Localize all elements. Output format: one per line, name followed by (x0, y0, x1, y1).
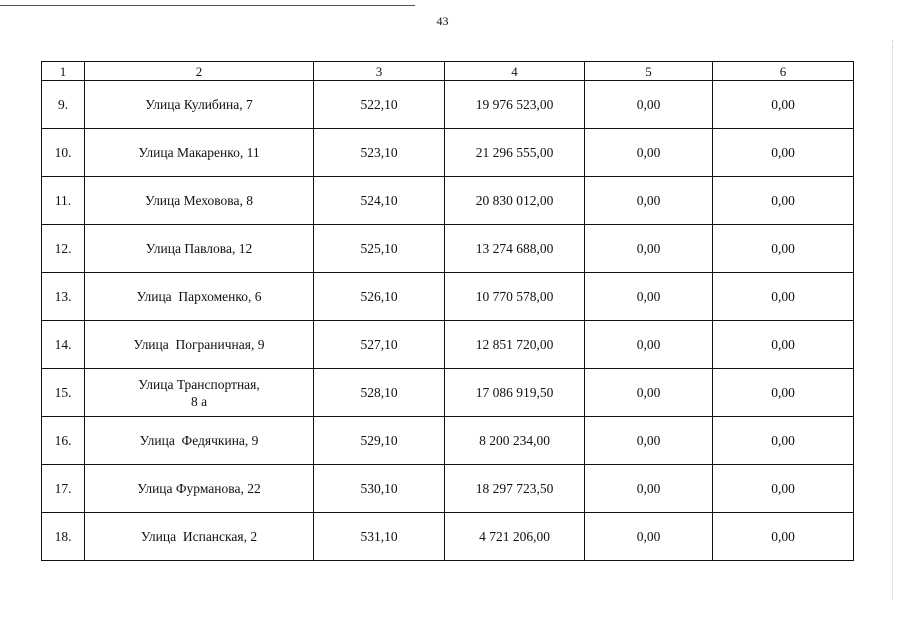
col6-cell: 0,00 (713, 81, 854, 129)
col6-cell: 0,00 (713, 321, 854, 369)
amount-cell: 18 297 723,50 (445, 465, 585, 513)
col6-cell: 0,00 (713, 513, 854, 561)
header-cell: 4 (445, 62, 585, 81)
col6-cell: 0,00 (713, 273, 854, 321)
code-cell: 522,10 (314, 81, 445, 129)
amount-cell: 12 851 720,00 (445, 321, 585, 369)
col5-cell: 0,00 (585, 225, 713, 273)
col5-cell: 0,00 (585, 513, 713, 561)
col6-cell: 0,00 (713, 129, 854, 177)
row-number: 18. (42, 513, 85, 561)
code-cell: 526,10 (314, 273, 445, 321)
col5-cell: 0,00 (585, 465, 713, 513)
amount-cell: 10 770 578,00 (445, 273, 585, 321)
table-header-row (42, 62, 854, 81)
amount-cell: 4 721 206,00 (445, 513, 585, 561)
table-row (42, 513, 854, 561)
address-cell: Улица Кулибина, 7 (85, 81, 314, 129)
address-cell (85, 369, 314, 417)
col5-cell: 0,00 (585, 321, 713, 369)
address-line-1: Улица Транспортная, (138, 376, 260, 392)
row-number: 12. (42, 225, 85, 273)
row-number: 11. (42, 177, 85, 225)
address-cell: Улица Павлова, 12 (85, 225, 314, 273)
amount-cell: 21 296 555,00 (445, 129, 585, 177)
amount-cell: 19 976 523,00 (445, 81, 585, 129)
address-cell: Улица Пархоменко, 6 (85, 273, 314, 321)
table-row (42, 225, 854, 273)
col5-cell: 0,00 (585, 417, 713, 465)
row-number: 13. (42, 273, 85, 321)
col5-cell: 0,00 (585, 273, 713, 321)
header-cell: 3 (314, 62, 445, 81)
header-cell: 1 (42, 62, 85, 81)
table-row (42, 129, 854, 177)
header-cell: 2 (85, 62, 314, 81)
code-cell: 527,10 (314, 321, 445, 369)
row-number: 9. (42, 81, 85, 129)
row-number: 14. (42, 321, 85, 369)
code-cell: 523,10 (314, 129, 445, 177)
col6-cell: 0,00 (713, 369, 854, 417)
amount-cell: 8 200 234,00 (445, 417, 585, 465)
code-cell: 528,10 (314, 369, 445, 417)
row-number: 10. (42, 129, 85, 177)
row-number: 16. (42, 417, 85, 465)
table-row (42, 81, 854, 129)
table-row (42, 273, 854, 321)
col5-cell: 0,00 (585, 129, 713, 177)
col6-cell: 0,00 (713, 417, 854, 465)
code-cell: 524,10 (314, 177, 445, 225)
header-cell: 5 (585, 62, 713, 81)
col5-cell: 0,00 (585, 177, 713, 225)
address-line-2: 8 а (190, 393, 208, 409)
data-table (41, 61, 854, 561)
table-row (42, 465, 854, 513)
row-number: 15. (42, 369, 85, 417)
amount-cell: 20 830 012,00 (445, 177, 585, 225)
table-row (42, 417, 854, 465)
address-cell: Улица Пограничная, 9 (85, 321, 314, 369)
code-cell: 529,10 (314, 417, 445, 465)
row-number: 17. (42, 465, 85, 513)
code-cell: 525,10 (314, 225, 445, 273)
scan-margin-marks (892, 40, 897, 600)
col5-cell: 0,00 (585, 81, 713, 129)
table-row (42, 321, 854, 369)
address-cell: Улица Федячкина, 9 (85, 417, 314, 465)
col6-cell: 0,00 (713, 465, 854, 513)
address-cell: Улица Меховова, 8 (85, 177, 314, 225)
code-cell: 531,10 (314, 513, 445, 561)
col6-cell: 0,00 (713, 225, 854, 273)
table-row (42, 177, 854, 225)
amount-cell: 13 274 688,00 (445, 225, 585, 273)
address-cell: Улица Фурманова, 22 (85, 465, 314, 513)
page-number: 43 (436, 14, 449, 28)
header-cell: 6 (713, 62, 854, 81)
address-cell: Улица Испанская, 2 (85, 513, 314, 561)
col6-cell: 0,00 (713, 177, 854, 225)
code-cell: 530,10 (314, 465, 445, 513)
table-row (42, 369, 854, 417)
col5-cell: 0,00 (585, 369, 713, 417)
address-cell: Улица Макаренко, 11 (85, 129, 314, 177)
amount-cell: 17 086 919,50 (445, 369, 585, 417)
top-rule (0, 5, 415, 6)
